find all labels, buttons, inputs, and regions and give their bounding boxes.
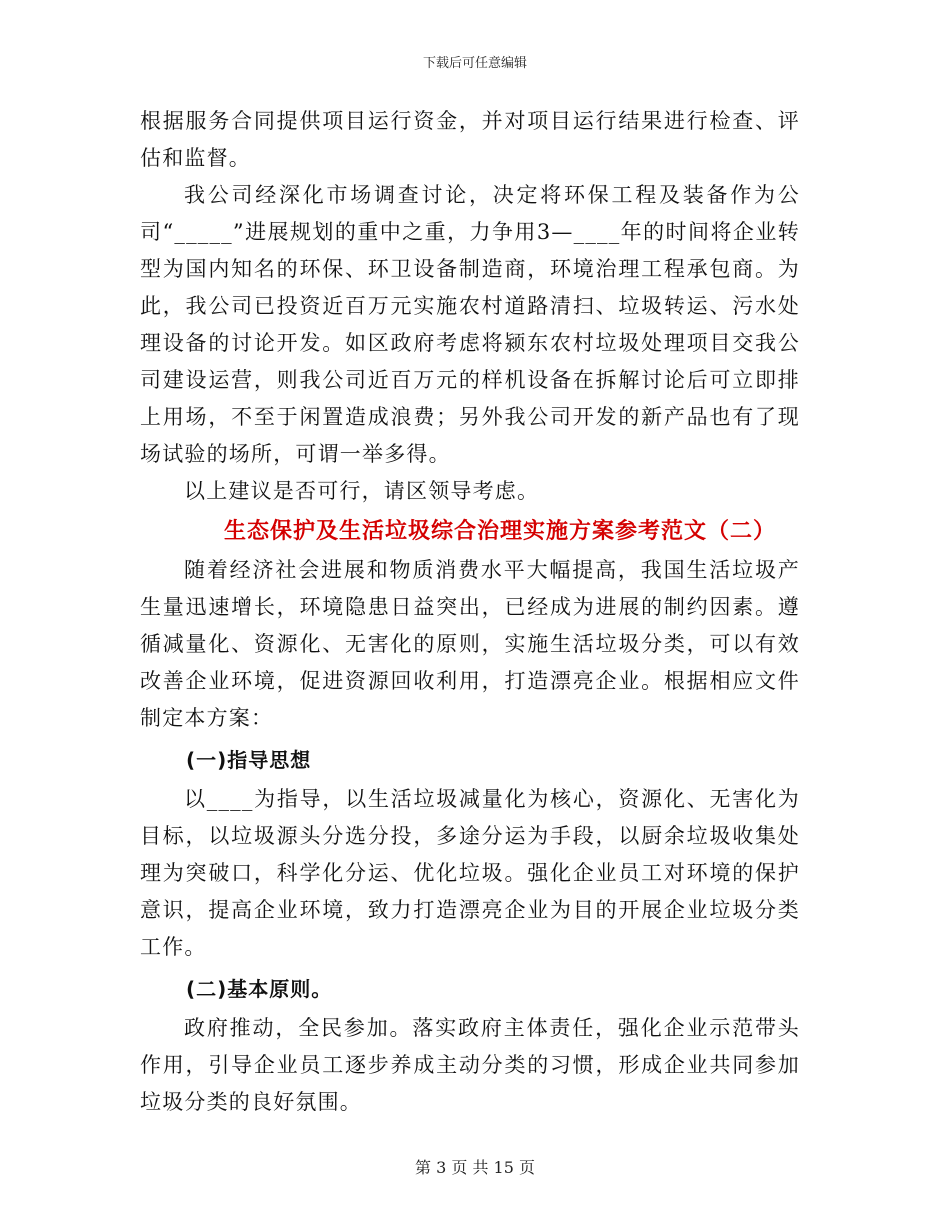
header-note: 下载后可任意编辑 — [422, 56, 527, 71]
heading-guiding-ideology: (一)指导思想 — [186, 748, 312, 772]
section-title: 生态保护及生活垃圾综合治理实施方案参考范文（二） — [223, 519, 776, 544]
document-body — [140, 103, 800, 1121]
paragraph-proposal-request: 以上建议是否可行，请区领导考虑。 — [184, 479, 540, 503]
paragraph-guiding-ideology: 以____为指导，以生活垃圾减量化为核心，资源化、无害化为目标，以垃圾源头分选分投，多途分运为手段，以厨余垃圾收集处理为突破口，科学化分运、优化垃圾。强化企业员工对环境的保护意识，提高企业环境，致力打造漂亮企业为目的开展企业垃圾分类工作。 — [140, 787, 800, 959]
page-number: 第 3 页 共 15 页 — [415, 1158, 535, 1177]
paragraph-company-plan: 我公司经深化市场调查讨论，决定将环保工程及装备作为公司“_____”进展规划的重中之重，力争用3—____年的时间将企业转型为国内知名的环保、环卫设备制造商，环境治理工程承包商。为此，我公司已投资近百万元实施农村道路清扫、垃圾转运、污水处理设备的讨论开发。如区政府考虑将颍东农村垃圾处理项目交我公司建设运营，则我公司近百万元的样机设备在拆解讨论后可立即排上用场，不至于闲置造成浪费；另外我公司开发的新产品也有了现场试验的场所，可谓一举多得。 — [140, 183, 800, 466]
paragraph-basic-principles: 政府推动，全民参加。落实政府主体责任，强化企业示范带头作用，引导企业员工逐步养成主动分类的习惯，形成企业共同参加垃圾分类的良好氛围。 — [140, 1016, 800, 1114]
heading-basic-principles: (二)基本原则。 — [186, 977, 333, 1001]
paragraph-introduction: 随着经济社会进展和物质消费水平大幅提高，我国生活垃圾产生量迅速增长，环境隐患日益突出，已经成为进展的制约因素。遵循减量化、资源化、无害化的原则，实施生活垃圾分类，可以有效改善企业环境，促进资源回收利用，打造漂亮企业。根据相应文件制定本方案： — [140, 558, 800, 730]
paragraph-contract-funding: 根据服务合同提供项目运行资金，并对项目运行结果进行检查、评估和监督。 — [140, 109, 800, 170]
